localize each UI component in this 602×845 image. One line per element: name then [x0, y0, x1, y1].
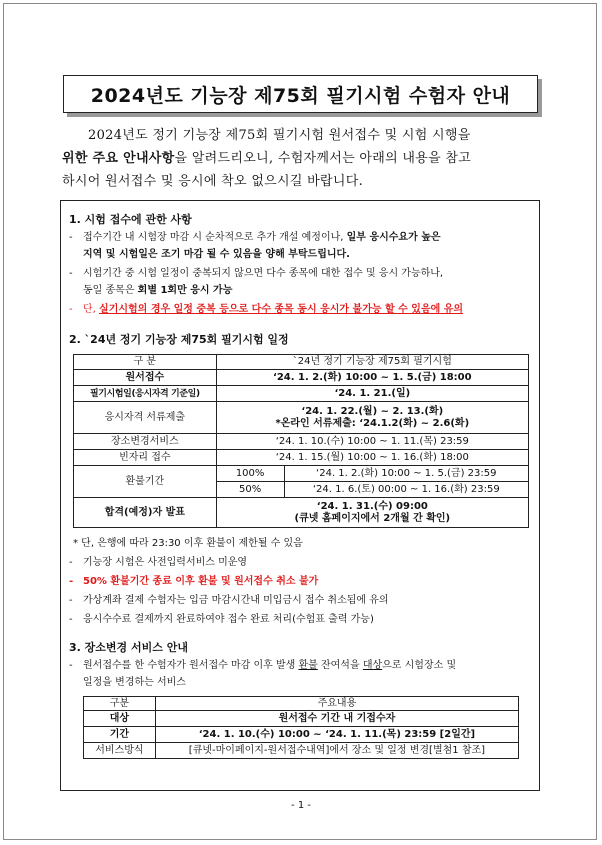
desc-underlined: 대상: [362, 660, 383, 671]
section1-bullet-3: [69, 301, 533, 318]
row-value: [216, 402, 528, 434]
table-header: 구 분: [74, 355, 217, 370]
row-value: ‘24. 1. 10.(수) 10:00 ~ 1. 11.(목) 23:59: [216, 434, 528, 450]
section3-heading: 3. 장소변경 서비스 안내: [69, 641, 188, 654]
row-value-line: (큐넷 홈페이지에서 2개월 간 확인): [294, 512, 451, 524]
row-value-line: ‘24. 1. 22.(월) ~ 2. 13.(화): [301, 405, 444, 417]
row-label: 장소변경서비스: [74, 434, 217, 450]
bullet-text: 동일 종목은: [83, 285, 135, 296]
row-label: 대상: [84, 711, 156, 727]
warning-text: 실기시험의 경우 일정 중복 등으로 다수 종목 동시 응시가 불가능 할 수 있음에 유의: [99, 304, 464, 315]
section2-note-1: * 단, 은행에 따라 23:30 이후 환불이 제한될 수 있음: [73, 538, 303, 549]
row-label: 필기시험일(응시자격 기준일): [74, 386, 217, 402]
row-label: 기간: [84, 727, 156, 743]
refund-percent: 50%: [216, 482, 284, 498]
desc-text: 일정을 변경하는 서비스: [83, 677, 186, 688]
refund-percent: 100%: [216, 466, 284, 482]
intro-paragraph: [62, 124, 552, 193]
intro-emphasis: 위한 주요 안내사항: [62, 151, 175, 166]
bullet-dash: -: [69, 614, 73, 625]
row-value: ‘24. 1. 15.(월) 10:00 ~ 1. 16.(화) 18:00: [216, 450, 528, 466]
desc-text: 으로 시험장소 및: [382, 660, 457, 671]
bullet-text: 접수기간 내 시험장 마감 시 순차적으로 추가 개설 예정이나,: [83, 232, 344, 243]
row-label: 서비스방식: [84, 743, 156, 759]
section2-heading: 2. `24년 정기 기능장 제75회 필기시험 일정: [69, 333, 289, 346]
desc-text: 원서접수를 한 수험자가 원서접수 마감 이후 발생: [83, 660, 296, 671]
desc-text: 잔여석을: [320, 660, 360, 671]
main-content-box: [60, 200, 540, 791]
bullet-emphasis: 회별 1회만 응시 가능: [137, 285, 233, 296]
desc-underlined: 환불: [298, 660, 318, 671]
exam-schedule-table: [73, 354, 529, 528]
table-header: `24년 정기 기능장 제75회 필기시험: [216, 355, 528, 370]
row-value-line: ‘24. 1. 31.(수) 09:00: [316, 500, 428, 512]
section2-note-4: - 가상계좌 결제 수험자는 입금 마감시간내 미입금시 접수 취소됨에 유의: [69, 592, 533, 609]
row-value: ‘24. 1. 10.(수) 10:00 ~ ‘24. 1. 11.(목) 23:59 [2일간]: [155, 727, 518, 743]
row-value: ‘24. 1. 2.(화) 10:00 ~ 1. 5.(금) 18:00: [216, 370, 528, 386]
section2-note-5: - 응시수수료 결제까지 완료하여야 접수 완료 처리(수험표 출력 가능): [69, 611, 533, 628]
row-value: [큐넷-마이페이지-원서접수내역]에서 장소 및 일정 변경[별첨1 참조]: [155, 743, 518, 759]
row-label: 원서접수: [74, 370, 217, 386]
row-label: 빈자리 접수: [74, 450, 217, 466]
section3-description: [69, 657, 533, 693]
row-value: ‘24. 1. 2.(화) 10:00 ~ 1. 5.(금) 23:59: [284, 466, 528, 482]
bullet-dash: -: [69, 660, 73, 671]
row-label: 합격(예정)자 발표: [74, 498, 217, 528]
section1-heading: 1. 시험 접수에 관한 사항: [69, 213, 192, 226]
section1-bullet-2: [69, 265, 533, 299]
title-box: [63, 75, 538, 113]
bullet-emphasis: 지역 및 시험일은 조기 마감 될 수 있음을 양해 부탁드립니다.: [83, 249, 350, 260]
bullet-dash: -: [69, 232, 73, 243]
intro-line-1: 2024년도 정기 기능장 제75회 필기시험 원서접수 및 시험 시행을: [88, 128, 471, 143]
table-header: 구분: [84, 697, 156, 711]
table-header: 주요내용: [155, 697, 518, 711]
bullet-dash: -: [69, 576, 74, 587]
row-label: 응시자격 서류제출: [74, 402, 217, 434]
bullet-text: 시험기간 중 시험 일정이 중복되지 않으면 다수 종목에 대한 접수 및 응시 가능하나,: [83, 268, 444, 279]
venue-change-table: [83, 696, 519, 759]
bullet-dash: -: [69, 304, 73, 315]
row-value: ‘24. 1. 21.(일): [216, 386, 528, 402]
bullet-dash: -: [69, 595, 73, 606]
intro-line-2-rest: 을 알려드리오니, 수험자께서는 아래의 내용을 참고: [174, 151, 472, 166]
section2-note-3: - 50% 환불기간 종료 이후 환불 및 원서접수 취소 불가: [69, 573, 533, 590]
bullet-dash: -: [69, 557, 73, 568]
intro-line-2: [62, 147, 552, 170]
row-value-line: *온라인 서류제출: ‘24.1.2(화) ~ 2.6(화): [275, 417, 470, 429]
page-title: 2024년도 기능장 제75회 필기시험 수험자 안내: [90, 84, 511, 107]
row-label: 환불기간: [74, 466, 217, 498]
bullet-dash: -: [69, 268, 73, 279]
row-value: ‘24. 1. 6.(토) 00:00 ~ 1. 16.(화) 23:59: [284, 482, 528, 498]
section2-note-2: - 기능장 시험은 사전입력서비스 미운영: [69, 554, 533, 571]
intro-line-3: 하시어 원서접수 및 응시에 착오 없으시길 바랍니다.: [62, 174, 364, 189]
bullet-text: 단,: [83, 304, 96, 315]
page-number: - 1 -: [291, 800, 311, 811]
row-value: 원서접수 기간 내 기접수자: [155, 711, 518, 727]
section1-bullet-1: [69, 229, 533, 263]
bullet-emphasis: 일부 응시수요가 높은: [346, 232, 441, 243]
row-value: [216, 498, 528, 528]
